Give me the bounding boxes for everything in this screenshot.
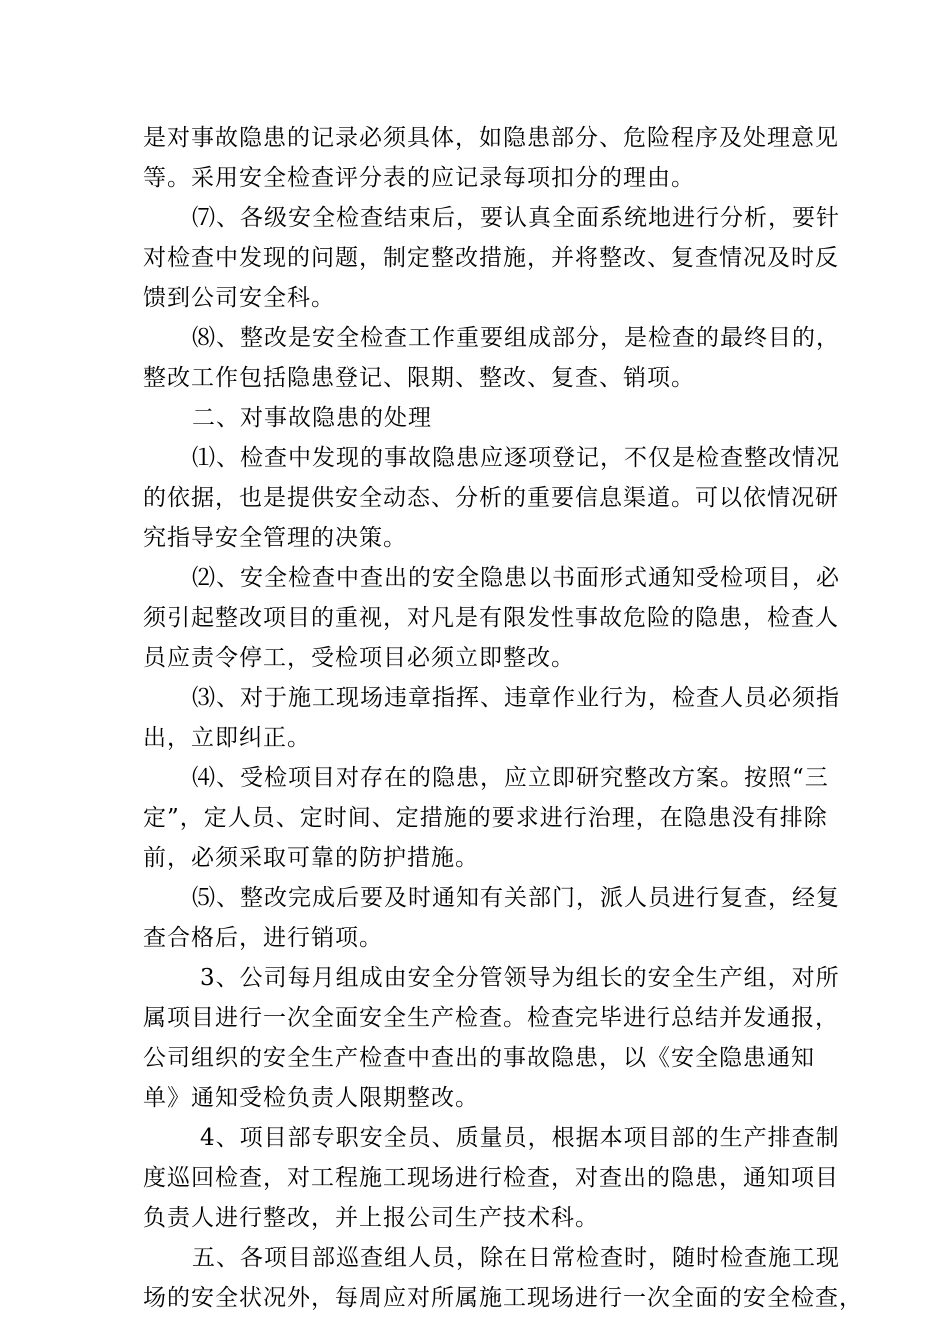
text-line: 3、公司每月组成由安全分管领导为组长的安全生产组，对所 xyxy=(200,965,840,991)
text-line: 等。采用安全检查评分表的应记录每项扣分的理由。 xyxy=(143,165,695,191)
text-line: 整改工作包括隐患登记、限期、整改、复查、销项。 xyxy=(143,365,695,391)
text-line: 4、项目部专职安全员、质量员，根据本项目部的生产排查制 xyxy=(200,1125,840,1151)
text-line: 单》通知受检负责人限期整改。 xyxy=(143,1085,479,1111)
text-line: ⑵、安全检查中查出的安全隐患以书面形式通知受检项目，必 xyxy=(192,565,840,591)
text-line: 对检查中发现的问题，制定整改措施，并将整改、复查情况及时反 xyxy=(143,245,839,271)
text-line: 定”，定人员、定时间、定措施的要求进行治理，在隐患没有排除 xyxy=(143,805,828,831)
text-line: ⑸、整改完成后要及时通知有关部门，派人员进行复查，经复 xyxy=(192,885,840,911)
text-line: 五、各项目部巡查组人员，除在日常检查时，随时检查施工现 xyxy=(192,1245,840,1271)
text-line: 场的安全状况外，每周应对所属施工现场进行一次全面的安全检查， xyxy=(143,1285,863,1311)
text-line: 究指导安全管理的决策。 xyxy=(143,525,407,551)
section-heading: 二、对事故隐患的处理 xyxy=(192,405,432,431)
text-line: ⑺、各级安全检查结束后，要认真全面系统地进行分析，要针 xyxy=(192,205,840,231)
text-line: 馈到公司安全科。 xyxy=(143,285,335,311)
text-line: 前，必须采取可靠的防护措施。 xyxy=(143,845,479,871)
text-line: 员应责令停工，受检项目必须立即整改。 xyxy=(143,645,575,671)
text-line: 负责人进行整改，并上报公司生产技术科。 xyxy=(143,1205,599,1231)
text-line: 须引起整改项目的重视，对凡是有限发性事故危险的隐患，检查人 xyxy=(143,605,839,631)
text-line: 的依据，也是提供安全动态、分析的重要信息渠道。可以依情况研 xyxy=(143,485,839,511)
text-line: 属项目进行一次全面安全生产检查。检查完毕进行总结并发通报， xyxy=(143,1005,839,1031)
text-line: 是对事故隐患的记录必须具体，如隐患部分、危险程序及处理意见 xyxy=(143,125,839,151)
text-line: ⑻、整改是安全检查工作重要组成部分，是检查的最终目的， xyxy=(192,325,840,351)
text-line: 度巡回检查，对工程施工现场进行检查，对查出的隐患，通知项目 xyxy=(143,1165,839,1191)
text-line: ⑴、检查中发现的事故隐患应逐项登记，不仅是检查整改情况 xyxy=(192,445,840,471)
text-line: ⑶、对于施工现场违章指挥、违章作业行为，检查人员必须指 xyxy=(192,685,840,711)
text-line: 查合格后，进行销项。 xyxy=(143,925,383,951)
text-line: ⑷、受检项目对存在的隐患，应立即研究整改方案。按照“三 xyxy=(192,765,829,791)
text-line: 公司组织的安全生产检查中查出的事故隐患，以《安全隐患通知 xyxy=(143,1045,815,1071)
text-line: 出，立即纠正。 xyxy=(143,725,311,751)
